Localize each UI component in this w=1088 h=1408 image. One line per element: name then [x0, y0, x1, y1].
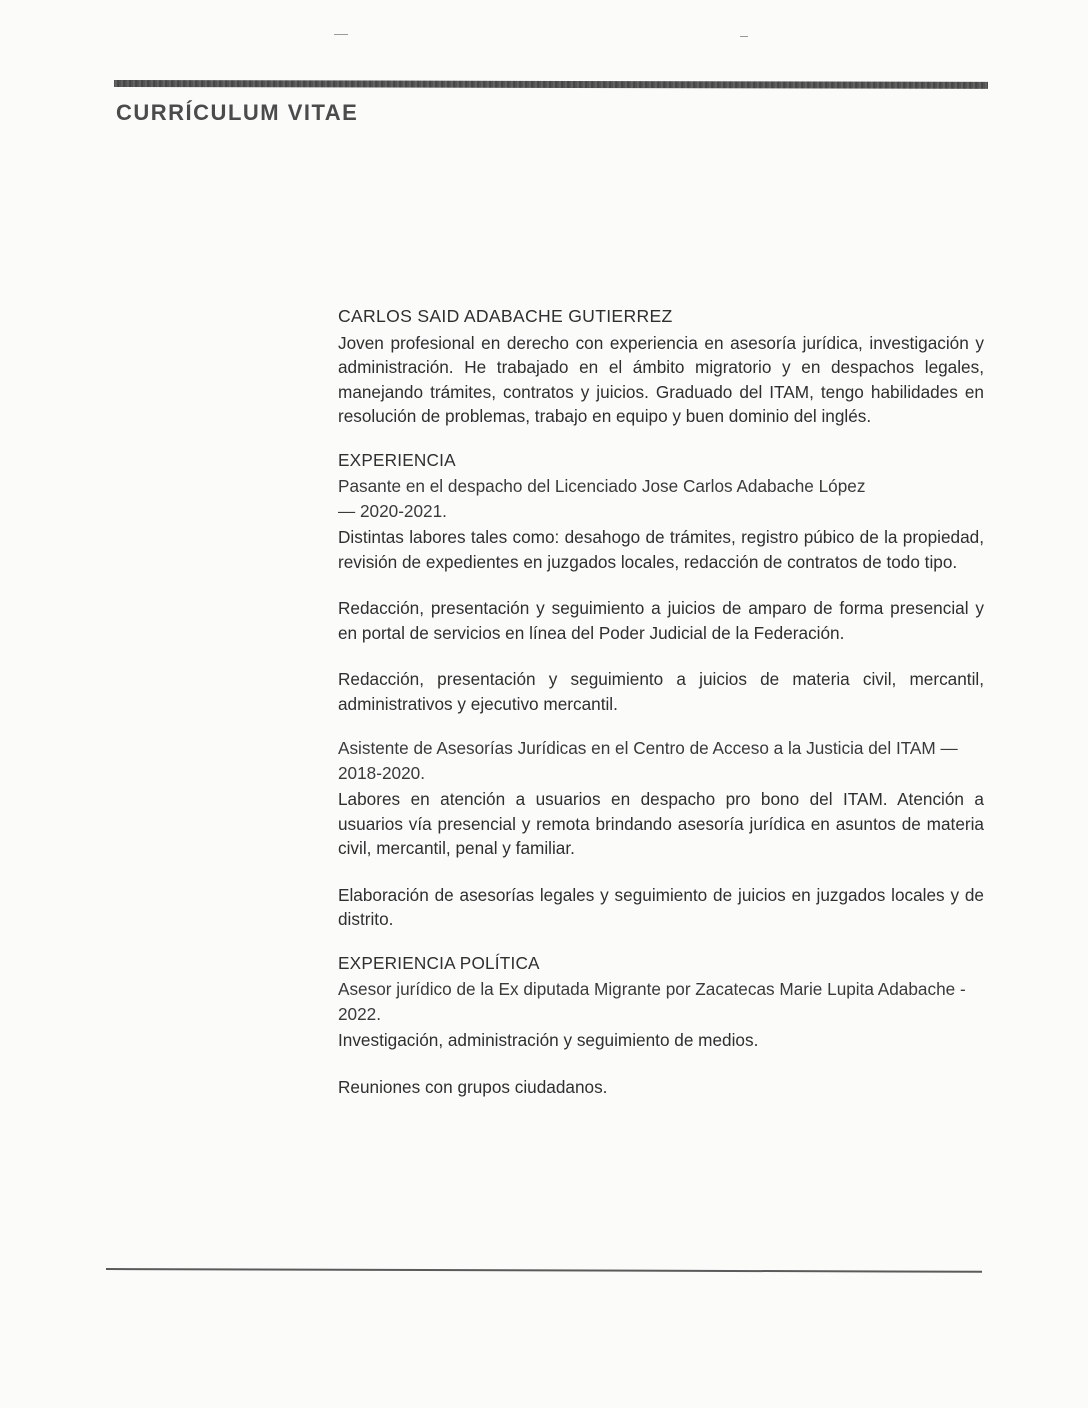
job-description: Redacción, presentación y seguimiento a juicios de materia civil, mercantil, administrativos y ejecutivo mercantil. — [338, 669, 984, 714]
job-description: Redacción, presentación y seguimiento a juicios de amparo de forma presencial y en portal de servicios en línea del Poder Judicial de la Federación. — [338, 598, 984, 643]
bottom-rule — [106, 1268, 982, 1273]
job-description: Investigación, administración y seguimiento de medios. — [338, 1030, 759, 1050]
job-title — [338, 474, 984, 523]
cv-content — [338, 304, 984, 1099]
political-experience-heading: EXPERIENCIA POLÍTICA — [338, 952, 540, 973]
job-title: Asistente de Asesorías Jurídicas en el Centro de Acceso a la Justicia del ITAM — 2018-2020. — [338, 738, 958, 783]
document-title: CURRÍCULUM VITAE — [116, 100, 359, 125]
job-description: Labores en atención a usuarios en despacho pro bono del ITAM. Atención a usuarios vía presencial y remota brindando asesoría jurídica en asuntos de materia civil, mercantil, penal y familiar. — [338, 789, 984, 858]
top-rule — [114, 80, 988, 89]
job-title: Asesor jurídico de la Ex diputada Migrante por Zacatecas Marie Lupita Adabache - 2022. — [338, 979, 966, 1024]
scan-speck — [740, 36, 748, 37]
job-period: — 2020-2021. — [338, 500, 447, 521]
job-description: Reuniones con grupos ciudadanos. — [338, 1076, 608, 1097]
scan-speck — [334, 34, 348, 35]
job-title-text: Pasante en el despacho del Licenciado Jose Carlos Adabache López — [338, 476, 866, 496]
job-description: Distintas labores tales como: desahogo de trámites, registro púbico de la propiedad, revisión de expedientes en juzgados locales, redacción de contratos de todo tipo. — [338, 527, 984, 572]
candidate-name: CARLOS SAID ADABACHE GUTIERREZ — [338, 306, 673, 326]
summary-paragraph: Joven profesional en derecho con experiencia en asesoría jurídica, investigación y administración. He trabajado en el ámbito migratorio y en despachos legales, manejando trámites, contratos y juicios. Graduado del ITAM, tengo habilidades en resolución de problemas, trabajo en equipo y buen dominio del inglés. — [338, 332, 984, 426]
experience-heading: EXPERIENCIA — [338, 449, 456, 470]
job-description: Elaboración de asesorías legales y seguimiento de juicios en juzgados locales y de distrito. — [338, 884, 984, 929]
